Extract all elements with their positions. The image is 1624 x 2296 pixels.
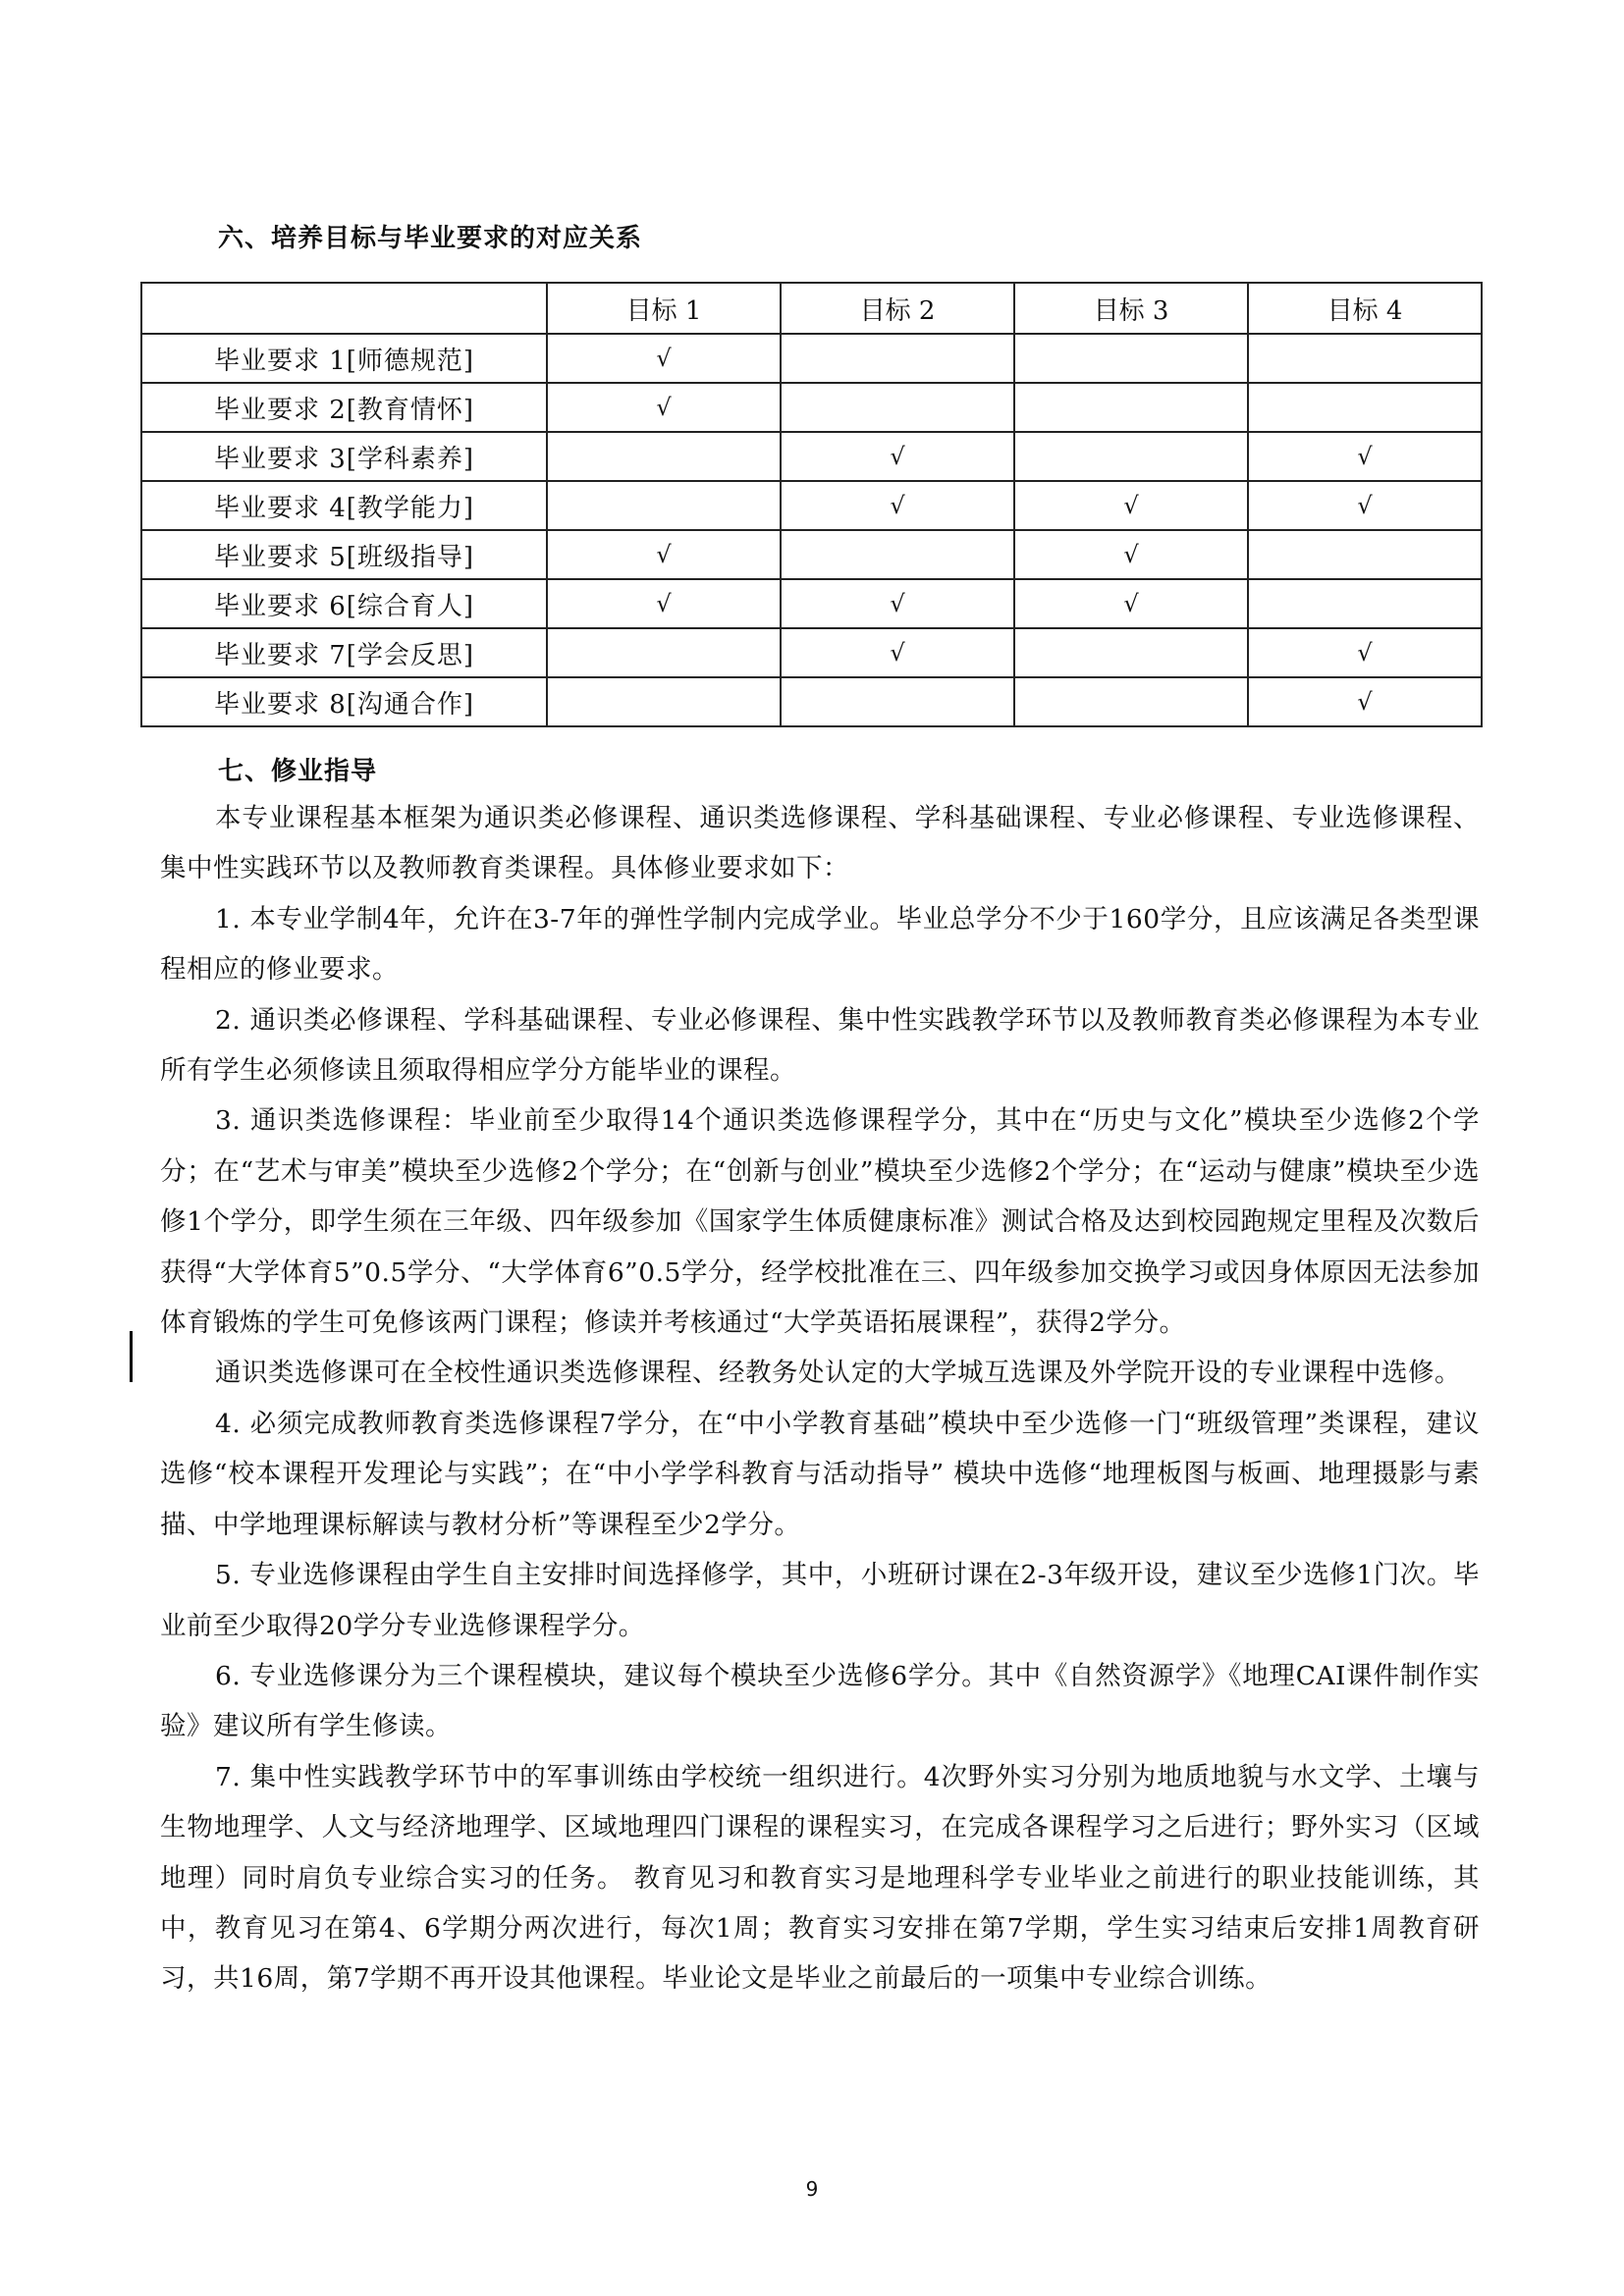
check-cell: √ [781, 432, 1014, 481]
paragraph: 5. 专业选修课程由学生自主安排时间选择修学，其中，小班研讨课在2-3年级开设，建议至少选修1门次。毕业前至少取得20学分专业选修课程学分。 [160, 1560, 1480, 1641]
check-cell [781, 334, 1014, 383]
paragraph: 通识类选修课可在全校性通识类选修课程、经教务处认定的大学城互选课及外学院开设的专业课程中选修。 [215, 1358, 1461, 1389]
check-cell [1248, 530, 1482, 579]
check-cell [547, 677, 781, 726]
check-cell: √ [547, 579, 781, 628]
check-cell: √ [1248, 481, 1482, 530]
check-cell: √ [547, 334, 781, 383]
paragraph: 本专业课程基本框架为通识类必修课程、通识类选修课程、学科基础课程、专业必修课程、专业选修课程、集中性实践环节以及教师教育类课程。具体修业要求如下： [160, 803, 1480, 884]
table-header-row [141, 283, 1482, 334]
check-cell: √ [781, 579, 1014, 628]
section-7-heading: 七、修业指导 [218, 757, 378, 786]
table-row [141, 481, 1482, 530]
check-cell [1014, 628, 1248, 677]
check-cell [547, 481, 781, 530]
table-row [141, 432, 1482, 481]
table-row [141, 628, 1482, 677]
check-cell: √ [547, 530, 781, 579]
table-row [141, 334, 1482, 383]
objectives-requirements-table [140, 282, 1483, 727]
table-header-cell: 目标 4 [1248, 283, 1482, 334]
table-row [141, 677, 1482, 726]
check-cell [1014, 334, 1248, 383]
table-row [141, 530, 1482, 579]
table-row [141, 579, 1482, 628]
paragraph: 1. 本专业学制4年，允许在3-7年的弹性学制内完成学业。毕业总学分不少于160学分，且应该满足各类型课程相应的修业要求。 [160, 903, 1480, 986]
study-guidance-body [160, 793, 1480, 2004]
check-cell: √ [781, 628, 1014, 677]
check-cell [547, 432, 781, 481]
row-label: 毕业要求 6[综合育人] [141, 579, 547, 628]
check-cell: √ [1014, 579, 1248, 628]
check-cell [547, 628, 781, 677]
table-header-cell: 目标 3 [1014, 283, 1248, 334]
check-cell: √ [1248, 628, 1482, 677]
check-cell: √ [1014, 530, 1248, 579]
check-cell: √ [1248, 432, 1482, 481]
paragraph: 4. 必须完成教师教育类选修课程7学分，在“中小学教育基础”模块中至少选修一门“班级管理”类课程，建议选修“校本课程开发理论与实践”；在“中小学学科教育与活动指导” 模块中选修“地理板图与板画、地理摄影与素描、中学地理课标解读与教材分析”等课程至少2学分。 [160, 1408, 1480, 1540]
check-cell [781, 677, 1014, 726]
check-cell: √ [781, 481, 1014, 530]
paragraph: 2. 通识类必修课程、学科基础课程、专业必修课程、集中性实践教学环节以及教师教育类必修课程为本专业所有学生必须修读且须取得相应学分方能毕业的课程。 [160, 1004, 1480, 1087]
row-label: 毕业要求 4[教学能力] [141, 481, 547, 530]
check-cell [781, 530, 1014, 579]
check-cell: √ [547, 383, 781, 432]
check-cell: √ [1014, 481, 1248, 530]
check-cell [1248, 579, 1482, 628]
row-label: 毕业要求 2[教育情怀] [141, 383, 547, 432]
check-cell [1248, 334, 1482, 383]
check-cell [1014, 432, 1248, 481]
paragraph: 3. 通识类选修课程：毕业前至少取得14个通识类选修课程学分，其中在“历史与文化”模块至少选修2个学分；在“艺术与审美”模块至少选修2个学分；在“创新与创业”模块至少选修2个学分；在“运动与健康”模块至少选修1个学分，即学生须在三年级、四年级参加《国家学生体质健康标准》测试合格及达到校园跑规定里程及次数后获得“大学体育5”0.5学分、“大学体育6”0.5学分，经学校批准在三、四年级参加交换学习或因身体原因无法参加体育锻炼的学生可免修该两门课程；修读并考核通过“大学英语拓展课程”，获得2学分。 [160, 1105, 1480, 1339]
check-cell [1248, 383, 1482, 432]
paragraph: 7. 集中性实践教学环节中的军事训练由学校统一组织进行。4次野外实习分别为地质地貌与水文学、土壤与生物地理学、人文与经济地理学、区域地理四门课程的课程实习，在完成各课程学习之后进行；野外实习（区域地理）同时肩负专业综合实习的任务。 教育见习和教育实习是地理科学专业毕业之前进行的职业技能训练，其中，教育见习在第4、6学期分两次进行，每次1周；教育实习安排在第7学期，学生实习结束后安排1周教育研习，共16周，第7学期不再开设其他课程。毕业论文是毕业之前最后的一项集中专业综合训练。 [160, 1761, 1480, 1995]
section-6-heading: 六、培养目标与毕业要求的对应关系 [218, 224, 643, 253]
table-header-cell: 目标 1 [547, 283, 781, 334]
page-number: 9 [805, 2177, 819, 2201]
row-label: 毕业要求 1[师德规范] [141, 334, 547, 383]
check-cell: √ [1248, 677, 1482, 726]
table-header-cell [141, 283, 547, 334]
table-header-cell: 目标 2 [781, 283, 1014, 334]
row-label: 毕业要求 5[班级指导] [141, 530, 547, 579]
row-label: 毕业要求 8[沟通合作] [141, 677, 547, 726]
check-cell [781, 383, 1014, 432]
table-row [141, 383, 1482, 432]
revision-bar [130, 1331, 133, 1382]
check-cell [1014, 677, 1248, 726]
row-label: 毕业要求 7[学会反思] [141, 628, 547, 677]
row-label: 毕业要求 3[学科素养] [141, 432, 547, 481]
check-cell [1014, 383, 1248, 432]
paragraph: 6. 专业选修课分为三个课程模块，建议每个模块至少选修6学分。其中《自然资源学》《地理CAI课件制作实验》建议所有学生修读。 [160, 1660, 1480, 1742]
